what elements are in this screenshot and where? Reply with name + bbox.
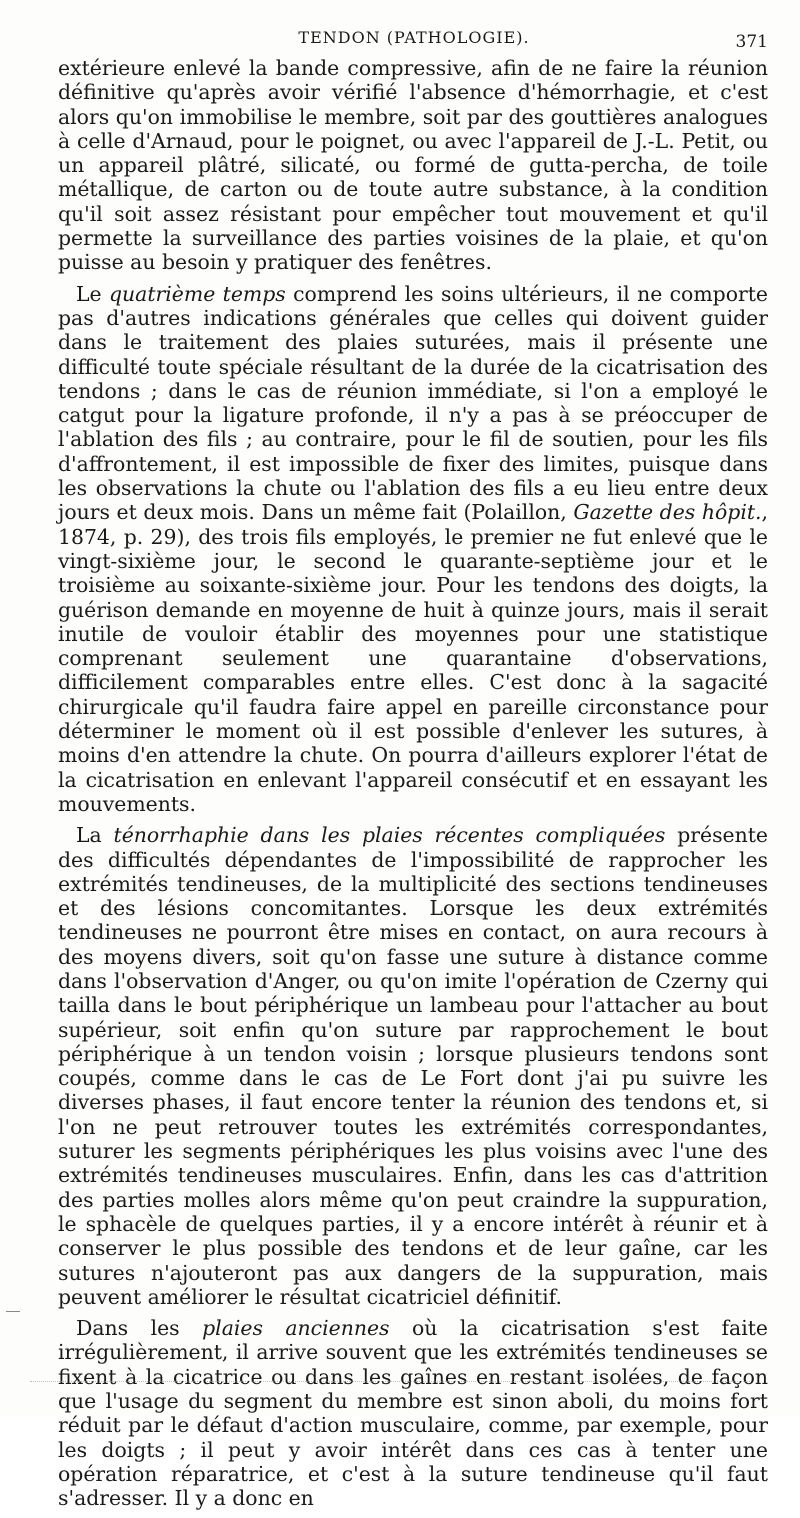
scan-artifact-line (30, 1381, 750, 1385)
running-head (60, 28, 768, 54)
running-title: TENDON (PATHOLOGIE). (298, 28, 530, 47)
italic-term: quatrième temps (108, 281, 286, 306)
text-run: extérieure enlevé la bande compressive, afin de ne faire la réunion définitive qu'après avoir vérifié l'absence d'hémorrhagie, et c'est alors qu'on immobilise le membre, soit par des gouttières analogues à celle d'Arnaud, pour le poignet, ou avec l'appareil de J.-L. Petit, ou un appareil plâtré, silicaté, ou formé de gutta-percha, de toile métallique, de carton ou de toute autre substance, à la condition qu'il soit assez résistant pour empêcher tout mouvement et qu'il permette la surveillance des parties voisines de la plaie, et qu'on puisse au besoin y pratiquer des fenêtres. (58, 56, 768, 275)
text-run: Dans les (76, 1316, 203, 1341)
paragraph-continued (58, 56, 768, 275)
italic-term: Gazette des hôpit. (573, 500, 762, 525)
italic-term: plaies anciennes (202, 1316, 390, 1341)
italic-term: ténorrhaphie dans les plaies récentes compliquées (113, 823, 666, 848)
paragraph-quatrieme-temps (58, 282, 768, 817)
text-run: La (76, 823, 114, 848)
text-run: où la cicatrisation s'est faite irrégulièrement, il arrive souvent que les extrémités tendineuses se fixent à la cicatrice ou dans les gaînes en restant isolées, de façon que l'usage du segment du membre est sinon aboli, du moins fort réduit par le défaut d'action musculaire, comme, par exemple, pour les doigts ; il peut y avoir intérêt dans ces cas à tenter une opération réparatrice, et c'est à la suture tendineuse qu'il faut s'adresser. Il y a donc en (58, 1316, 768, 1511)
text-run: , 1874, p. 29), des trois fils employés, le premier ne fut enlevé que le vingt-sixième jour, le second le quarante-septième jour et le troisième au soixante-sixième jour. Pour les tendons des doigts, la guérison demande en moyenne de huit à quinze jours, mais il serait inutile de vouloir établir des moyennes pour une statistique comprenant seulement une quarantaine d'observations, difficilement comparables entre elles. C'est donc à la sagacité chirurgicale qu'il faudra faire appel en pareille circonstance pour déterminer le moment où il est possible d'enlever les sutures, à moins d'en attendre la chute. On pourra d'ailleurs explorer l'état de la cicatrisation en enlevant l'appareil consécutif et en essayant les mouvements. (58, 500, 768, 816)
margin-mark (6, 1311, 20, 1312)
text-run: comprend les soins ultérieurs, il ne comporte pas d'autres indications générales que celles qui doivent guider dans le traitement des plaies suturées, mais il présente une difficulté toute spéciale résultant de la durée de la cicatrisation des tendons ; dans le cas de réunion immédiate, si l'on a employé le catgut pour la ligature profonde, il n'y a pas à se préoccuper de l'ablation des fils ; au contraire, pour le fil de soutien, pour les fils d'affrontement, il est impossible de fixer des limites, puisque dans les observations la chute ou l'ablation des fils a eu lieu entre deux jours et deux mois. Dans un même fait (Polaillon, (58, 281, 769, 525)
text-run: Le (76, 281, 109, 306)
paragraph-tenorrhaphie (58, 823, 768, 1309)
paragraph-plaies-anciennes (58, 1316, 768, 1510)
text-run: présente des difficultés dépendantes de l'impossibilité de rapprocher les extrémités tendineuses, de la multiplicité des sections tendineuses et des lésions concomitantes. Lorsque les deux extrémités tendineuses ne pourront être mises en contact, on aura recours à des moyens divers, soit qu'on fasse une suture à distance comme dans l'observation d'Anger, ou qu'on imite l'opération de Czerny qui tailla dans le bout périphérique un lambeau pour l'attacher au bout supérieur, soit enfin qu'on suture par rapprochement le bout périphérique à un tendon voisin ; lorsque plusieurs tendons sont coupés, comme dans le cas de Le Fort dont j'ai pu suivre les diverses phases, il faut encore tenter la réunion des tendons et, si l'on ne peut retrouver toutes les extrémités correspondantes, suturer les segments périphériques les plus voisins avec l'une des extrémités tendineuses musculaires. Enfin, dans les cas d'attrition des parties molles alors même qu'on peut craindre la suppuration, le sphacèle de quelques parties, il y a encore intérêt à réunir et à conserver le plus possible des tendons et de leur gaîne, car les sutures n'ajouteront pas aux dangers de la suppuration, mais peuvent améliorer le résultat cicatriciel définitif. (58, 823, 768, 1309)
page-number: 371 (735, 32, 768, 52)
body-text (58, 56, 768, 1518)
